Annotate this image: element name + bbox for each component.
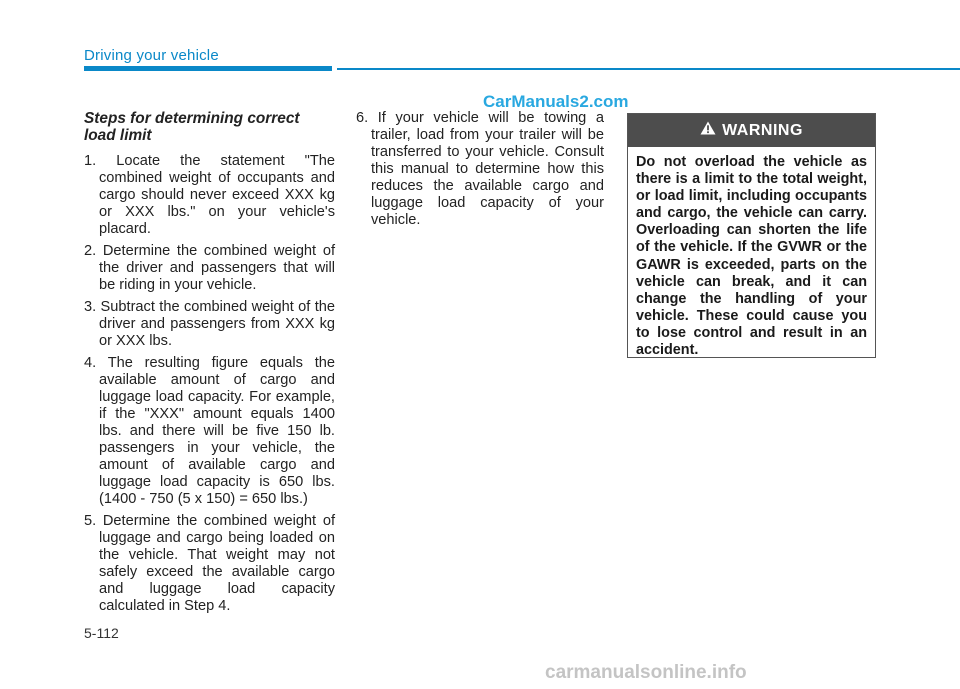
warning-title: WARNING xyxy=(722,121,803,139)
warning-body: Do not overload the vehicle as there is a limit to the total weight, or load limit, including occupants and cargo, the vehicle can carry. Overloading can shorten the life of the vehicle. If the GVWR or the GAWR is exceeded, parts on the vehicle can break, and it can change the handling of your vehicle. These could cause you to lose control and result in an accident. xyxy=(636,154,867,359)
page-number: 5-112 xyxy=(84,625,119,641)
left-column xyxy=(84,110,335,620)
step-item: 5. Determine the combined weight of luggage and cargo being loaded on the vehicle. That weight may not safely exceed the available cargo and luggage load capacity calculated in Step 4. xyxy=(84,513,335,614)
steps-list xyxy=(84,153,335,615)
watermark-top: CarManuals2.com xyxy=(483,92,629,111)
load-limit-heading: Steps for determining correct load limit xyxy=(84,110,300,144)
header-rule-thin xyxy=(337,68,960,70)
section-title: Driving your vehicle xyxy=(84,47,219,64)
header-rule-thick xyxy=(84,66,332,71)
step-item: 3. Subtract the combined weight of the driver and passengers from XXX kg or XXX lbs. xyxy=(84,299,335,349)
warning-box xyxy=(627,113,876,358)
step-item: 6. If your vehicle will be towing a trailer, load from your trailer will be transferred to your vehicle. Consult this manual to determine how this reduces the available cargo and luggage load capacity of your vehicle. xyxy=(356,110,604,228)
step-item: 2. Determine the combined weight of the driver and passengers that will be riding in your vehicle. xyxy=(84,243,335,293)
warning-header xyxy=(628,114,875,147)
step-item: 4. The resulting figure equals the available amount of cargo and luggage load capacity. For example, if the "XXX" amount equals 1400 lbs. and there will be five 150 lb. passengers in your vehicle, the amount of available cargo and luggage load capacity is 650 lbs. (1400 - 750 (5 x 150) = 650 lbs.) xyxy=(84,355,335,507)
warning-triangle-icon xyxy=(700,121,716,140)
middle-column xyxy=(356,110,604,229)
step-item: 1. Locate the statement "The combined weight of occupants and cargo should never exceed XXX kg or XXX lbs." on your vehicle's placard. xyxy=(84,153,335,237)
footer-watermark: carmanualsonline.info xyxy=(545,662,747,683)
